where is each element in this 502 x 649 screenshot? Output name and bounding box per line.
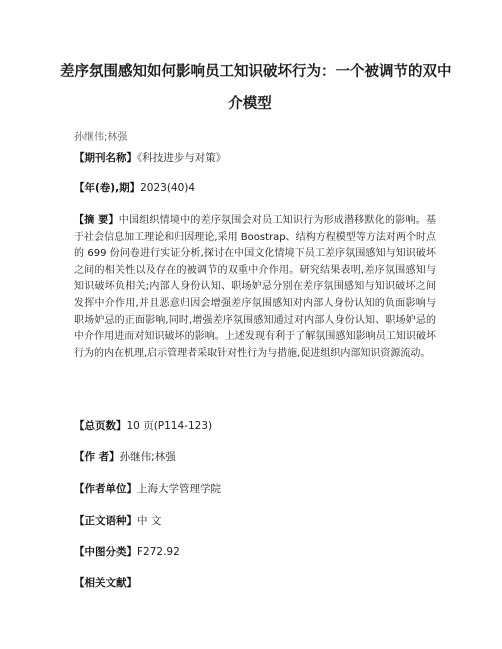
- abstract-text: 中国组织情境中的差序氛围会对员工知识行为形成潜移默化的影响。基于社会信息加工理论和归因理论,采用 Boostrap、结构方程模型等方法对两个时点的 699 份问卷进行实证分析,探讨在中国文化情境下员工差序氛围感知与知识破坏之间的相关性以及存在的被调节的双重中介作用。研究结果表明,差序氛围感知与知识破坏负相关;内部人身份认知、职场妒忌分别在差序氛围感知与知识破坏之间发挥中介作用,并且恶意归因会增强差序氛围感知对内部人身份认知的负面影响与职场妒忌的正面影响,同时,增强差序氛围感知通过对内部人身份认知、职场妒忌的中介作用进而对知识破坏的影响。上述发现有利于了解氛围感知影响员工知识破坏行为的内在机理,启示管理者采取针对性行为与措施,促进组织内部知识资源流动。: [74, 215, 437, 359]
- year-label: 【年(卷),期】: [74, 182, 141, 194]
- related-literature-field: [74, 575, 434, 591]
- year-value: 2023(40)4: [140, 182, 196, 194]
- classification-label: 【中图分类】: [74, 546, 137, 558]
- related-literature-label: 【相关文献】: [74, 577, 137, 589]
- classification-field: [74, 544, 434, 560]
- pages-label: 【总页数】: [74, 420, 127, 432]
- classification-value: F272.92: [137, 546, 180, 558]
- authors-line: 孙继伟;林强: [74, 132, 128, 143]
- journal-label: 【期刊名称】: [74, 152, 137, 164]
- language-field: [74, 513, 434, 529]
- author-field: [74, 449, 434, 465]
- document-title-line-2: 介模型: [228, 96, 272, 112]
- author-label: 【作 者】: [74, 451, 120, 463]
- author-value: 孙继伟;林强: [119, 451, 176, 463]
- journal-value: 《科技进步与对策》: [137, 152, 227, 164]
- document-title-line-1: 差序氛围感知如何影响员工知识破坏行为：一个被调节的双中: [60, 64, 452, 80]
- affiliation-label: 【作者单位】: [74, 483, 137, 495]
- abstract-field: [74, 213, 436, 362]
- language-label: 【正文语种】: [74, 515, 137, 527]
- pages-value: 10 页(P114-123): [126, 420, 213, 432]
- pages-field: [74, 418, 434, 434]
- affiliation-field: [74, 481, 434, 497]
- journal-field: [74, 150, 434, 166]
- affiliation-value: 上海大学管理学院: [137, 483, 221, 495]
- year-volume-field: [74, 180, 434, 196]
- language-value: 中 文: [137, 515, 162, 527]
- abstract-label: 【摘 要】: [74, 215, 119, 226]
